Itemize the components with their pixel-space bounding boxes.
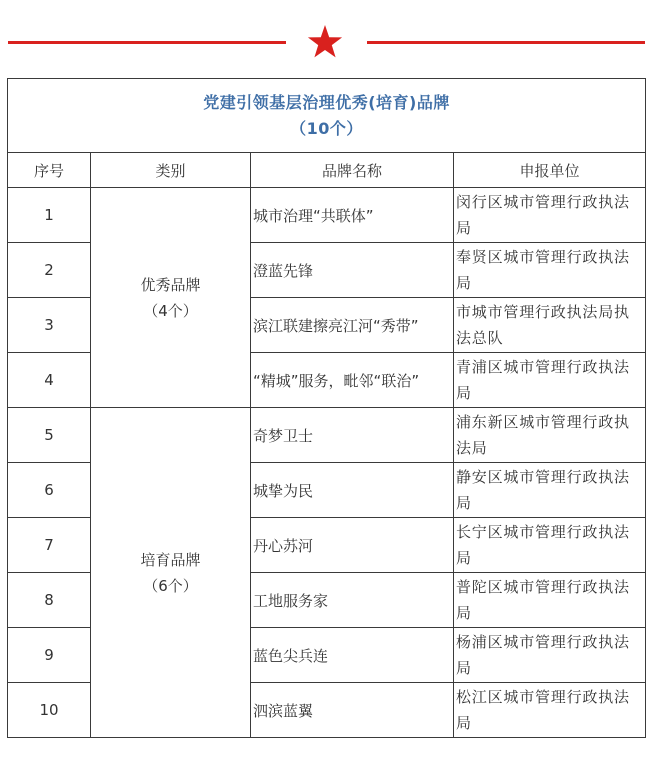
applicant-unit: 静安区城市管理行政执法局 xyxy=(454,463,646,518)
header-brand-name: 品牌名称 xyxy=(251,153,454,188)
applicant-unit: 长宁区城市管理行政执法局 xyxy=(454,518,646,573)
row-number: 9 xyxy=(8,628,91,683)
brand-name: “精城”服务，毗邻“联治” xyxy=(251,353,454,408)
category-label: 培育品牌 xyxy=(140,550,201,569)
row-number: 4 xyxy=(8,353,91,408)
table-row xyxy=(8,188,646,243)
table-subtitle: （10个） xyxy=(290,118,363,138)
applicant-unit: 松江区城市管理行政执法局 xyxy=(454,683,646,738)
brand-name: 城挚为民 xyxy=(251,463,454,518)
applicant-unit: 市城市管理行政执法局执法总队 xyxy=(454,298,646,353)
divider-left xyxy=(8,41,286,44)
row-number: 10 xyxy=(8,683,91,738)
category-count: （6个） xyxy=(143,576,198,595)
category-label: 优秀品牌 xyxy=(140,275,201,294)
brand-table xyxy=(7,78,646,738)
applicant-unit: 普陀区城市管理行政执法局 xyxy=(454,573,646,628)
table-title: 党建引领基层治理优秀(培育)品牌 xyxy=(203,92,450,112)
brand-name: 蓝色尖兵连 xyxy=(251,628,454,683)
brand-name: 滨江联建擦亮江河“秀带” xyxy=(251,298,454,353)
header-category: 类别 xyxy=(91,153,251,188)
brand-name: 澄蓝先锋 xyxy=(251,243,454,298)
applicant-unit: 奉贤区城市管理行政执法局 xyxy=(454,243,646,298)
star-icon xyxy=(307,25,343,59)
row-number: 5 xyxy=(8,408,91,463)
applicant-unit: 青浦区城市管理行政执法局 xyxy=(454,353,646,408)
brand-name: 丹心苏河 xyxy=(251,518,454,573)
brand-name: 城市治理“共联体” xyxy=(251,188,454,243)
header-no: 序号 xyxy=(8,153,91,188)
row-number: 6 xyxy=(8,463,91,518)
table-title-cell xyxy=(8,79,646,153)
applicant-unit: 杨浦区城市管理行政执法局 xyxy=(454,628,646,683)
row-number: 1 xyxy=(8,188,91,243)
row-number: 2 xyxy=(8,243,91,298)
row-number: 8 xyxy=(8,573,91,628)
table-row xyxy=(8,408,646,463)
row-number: 7 xyxy=(8,518,91,573)
header-row xyxy=(8,153,646,188)
header-unit: 申报单位 xyxy=(454,153,646,188)
category-count: （4个） xyxy=(143,301,198,320)
category-cultivating xyxy=(91,408,251,738)
row-number: 3 xyxy=(8,298,91,353)
header-decoration xyxy=(0,18,654,68)
category-excellent xyxy=(91,188,251,408)
brand-name: 工地服务家 xyxy=(251,573,454,628)
divider-right xyxy=(367,41,645,44)
brand-name: 奇梦卫士 xyxy=(251,408,454,463)
applicant-unit: 闵行区城市管理行政执法局 xyxy=(454,188,646,243)
applicant-unit: 浦东新区城市管理行政执法局 xyxy=(454,408,646,463)
brand-name: 泗滨蓝翼 xyxy=(251,683,454,738)
